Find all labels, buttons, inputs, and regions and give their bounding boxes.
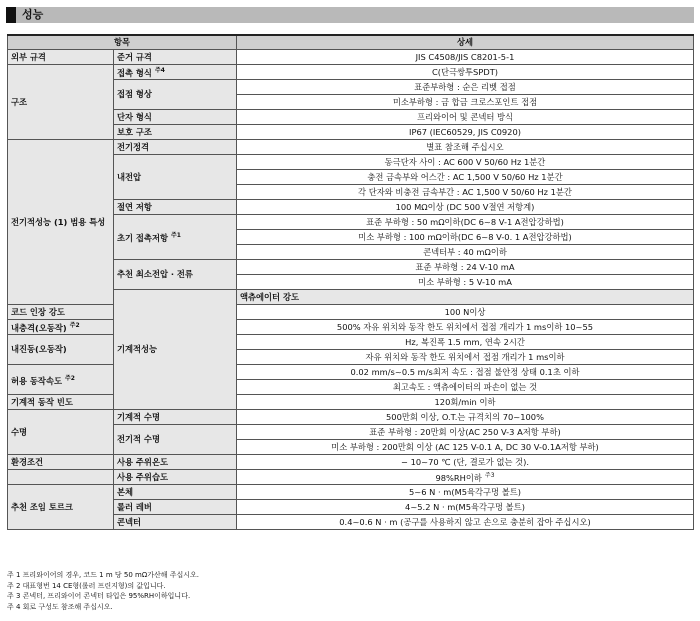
row-label: 롤러 레버 xyxy=(114,500,237,515)
table-row xyxy=(8,140,694,155)
row-label: 코드 인장 강도 xyxy=(8,305,114,320)
row-value: 프리와이어 및 콘넥터 방식 xyxy=(237,110,694,125)
row-value: Hz, 복진폭 1.5 mm, 연속 2시간 xyxy=(237,335,694,350)
row-label: 사용 주위습도 xyxy=(114,470,237,485)
row-value: 미소 부하형 : 5 V-10 mA xyxy=(237,275,694,290)
header-item: 항목 xyxy=(8,35,237,50)
footnotes xyxy=(7,570,199,612)
table-row xyxy=(8,410,694,425)
row-label: 추천 최소전압 · 전류 xyxy=(114,260,237,290)
row-value: 콘넥터부 : 40 mΩ이하 xyxy=(237,245,694,260)
category-torque: 추천 조임 토르크 xyxy=(8,485,114,530)
row-label: 보호 구조 xyxy=(114,125,237,140)
row-label: 초기 접촉저항 $^{주1}$ xyxy=(114,215,237,260)
row-label: 본체 xyxy=(114,485,237,500)
table-header-row xyxy=(8,35,694,50)
row-label: 내진동(오동작) xyxy=(8,335,114,365)
table-row xyxy=(8,305,694,320)
category-mechanical: 기계적성능 xyxy=(114,290,237,410)
row-value: 미소 부하형 : 200만회 이상 (AC 125 V-0.1 A, DC 30 V-0.1A저항 부하) xyxy=(237,440,694,455)
table-row xyxy=(8,470,694,485)
footnote-mark: 주2 xyxy=(64,374,75,382)
row-value: 0.4~0.6 N · m (공구를 사용하지 않고 손으로 충분히 잡아 주십시오) xyxy=(237,515,694,530)
spec-table xyxy=(7,34,694,530)
footnote-mark: 주2 xyxy=(69,322,80,330)
category-environment: 환경조건 xyxy=(8,455,114,470)
footnote: 주 1 프리와이어의 경우, 코드 1 m 당 50 mΩ가산해 주십시오. xyxy=(7,571,199,579)
row-value: 미소 부하형 : 100 mΩ이하(DC 6~8 V-0. 1 A전압강하법) xyxy=(237,230,694,245)
row-value: C(단극쌍투SPDT) xyxy=(237,65,694,80)
row-value: 표준 부하형 : 50 mΩ이하(DC 6~8 V-1 A전압강하법) xyxy=(237,215,694,230)
section-header-bar xyxy=(6,7,694,23)
row-label: 준거 규격 xyxy=(114,50,237,65)
category-environment-2 xyxy=(8,470,114,485)
row-value: 500% 자유 위치와 동작 한도 위치에서 접점 개리가 1 ms이하 10~55 xyxy=(237,320,694,335)
table-row xyxy=(8,395,694,410)
row-label: 내충격(오동작) $^{주2}$ xyxy=(8,320,114,335)
row-label: 전기적 수명 xyxy=(114,425,237,455)
row-value: 표준 부하형 : 20만회 이상(AC 250 V-3 A저항 부하) xyxy=(237,425,694,440)
footnote-mark: 주4 xyxy=(154,67,165,75)
row-value: 동극단자 사이 : AC 600 V 50/60 Hz 1분간 xyxy=(237,155,694,170)
row-value: 표준 부하형 : 24 V-10 mA xyxy=(237,260,694,275)
row-value: 5~6 N · m(M5육각구멍 볼트) xyxy=(237,485,694,500)
row-label: 절연 저항 xyxy=(114,200,237,215)
row-value: 표준부하형 : 순은 리벳 접점 xyxy=(237,80,694,95)
row-value: 최고속도 : 액츄에이터의 파손이 없는 것 xyxy=(237,380,694,395)
category-structure: 구조 xyxy=(8,65,114,140)
table-row xyxy=(8,485,694,500)
row-label: 접점 형상 xyxy=(114,80,237,110)
row-value: IP67 (IEC60529, JIS C0920) xyxy=(237,125,694,140)
row-value: 100 MΩ이상 (DC 500 V절연 저항계) xyxy=(237,200,694,215)
row-label: 액츄에이터 강도 xyxy=(237,290,694,305)
category-external: 외부 규격 xyxy=(8,50,114,65)
category-life: 수명 xyxy=(8,410,114,455)
row-value: 100 N이상 xyxy=(237,305,694,320)
row-label: 콘넥터 xyxy=(114,515,237,530)
footnote: 주 2 대표형번 14 CE형(롤러 프린지형)의 값입니다. xyxy=(7,581,166,590)
table-row xyxy=(8,455,694,470)
footnote-mark: 주1 xyxy=(170,232,181,240)
footnote: 주 4 회로 구성도 참조해 주십시오. xyxy=(7,602,113,611)
row-label: 전기정격 xyxy=(114,140,237,155)
section-title: 성능 xyxy=(22,8,44,21)
row-label: 기계적 동작 빈도 xyxy=(8,395,114,410)
table-row xyxy=(8,320,694,335)
row-value: 각 단자와 비충전 금속부간 : AC 1,500 V 50/60 Hz 1분간 xyxy=(237,185,694,200)
row-value: − 10~70 ℃ (단, 결로가 없는 것). xyxy=(237,455,694,470)
row-label: 단자 형식 xyxy=(114,110,237,125)
row-value: 98%RH이하 $^{주3}$ xyxy=(237,470,694,485)
row-label: 접촉 형식 $^{주4}$ xyxy=(114,65,237,80)
footnote: 주 3 콘넥터, 프리와이어 콘넥터 타입은 95%RH이하입니다. xyxy=(7,592,191,600)
table-row xyxy=(8,50,694,65)
row-value: 자유 위치와 동작 한도 위치에서 접점 개리가 1 ms이하 xyxy=(237,350,694,365)
row-value: 별표 참조해 주십시오 xyxy=(237,140,694,155)
footnote-mark: 주3 xyxy=(484,472,495,480)
row-value: JIS C4508/JIS C8201-5-1 xyxy=(237,50,694,65)
row-value: 0.02 mm/s~0.5 m/s최저 속도 : 접점 불안정 상태 0.1초 이하 xyxy=(237,365,694,380)
row-value: 4~5.2 N · m(M5육각구멍 볼트) xyxy=(237,500,694,515)
row-value: 충전 금속부와 어스간 : AC 1,500 V 50/60 Hz 1분간 xyxy=(237,170,694,185)
row-value: 500만회 이상, O.T.는 규격치의 70~100% xyxy=(237,410,694,425)
section-marker xyxy=(6,7,16,23)
row-value: 120회/min 이하 xyxy=(237,395,694,410)
row-label: 내전압 xyxy=(114,155,237,200)
table-row xyxy=(8,365,694,380)
table-row xyxy=(8,65,694,80)
row-label: 허용 동작속도 $^{주2}$ xyxy=(8,365,114,395)
row-label: 사용 주위온도 xyxy=(114,455,237,470)
table-row xyxy=(8,335,694,350)
row-value: 미소부하형 : 금 합금 크로스포인트 접점 xyxy=(237,95,694,110)
category-electrical: 전기적성능 (1) 범용 특성 xyxy=(8,140,114,305)
row-label: 기계적 수명 xyxy=(114,410,237,425)
header-detail: 상세 xyxy=(237,35,694,50)
